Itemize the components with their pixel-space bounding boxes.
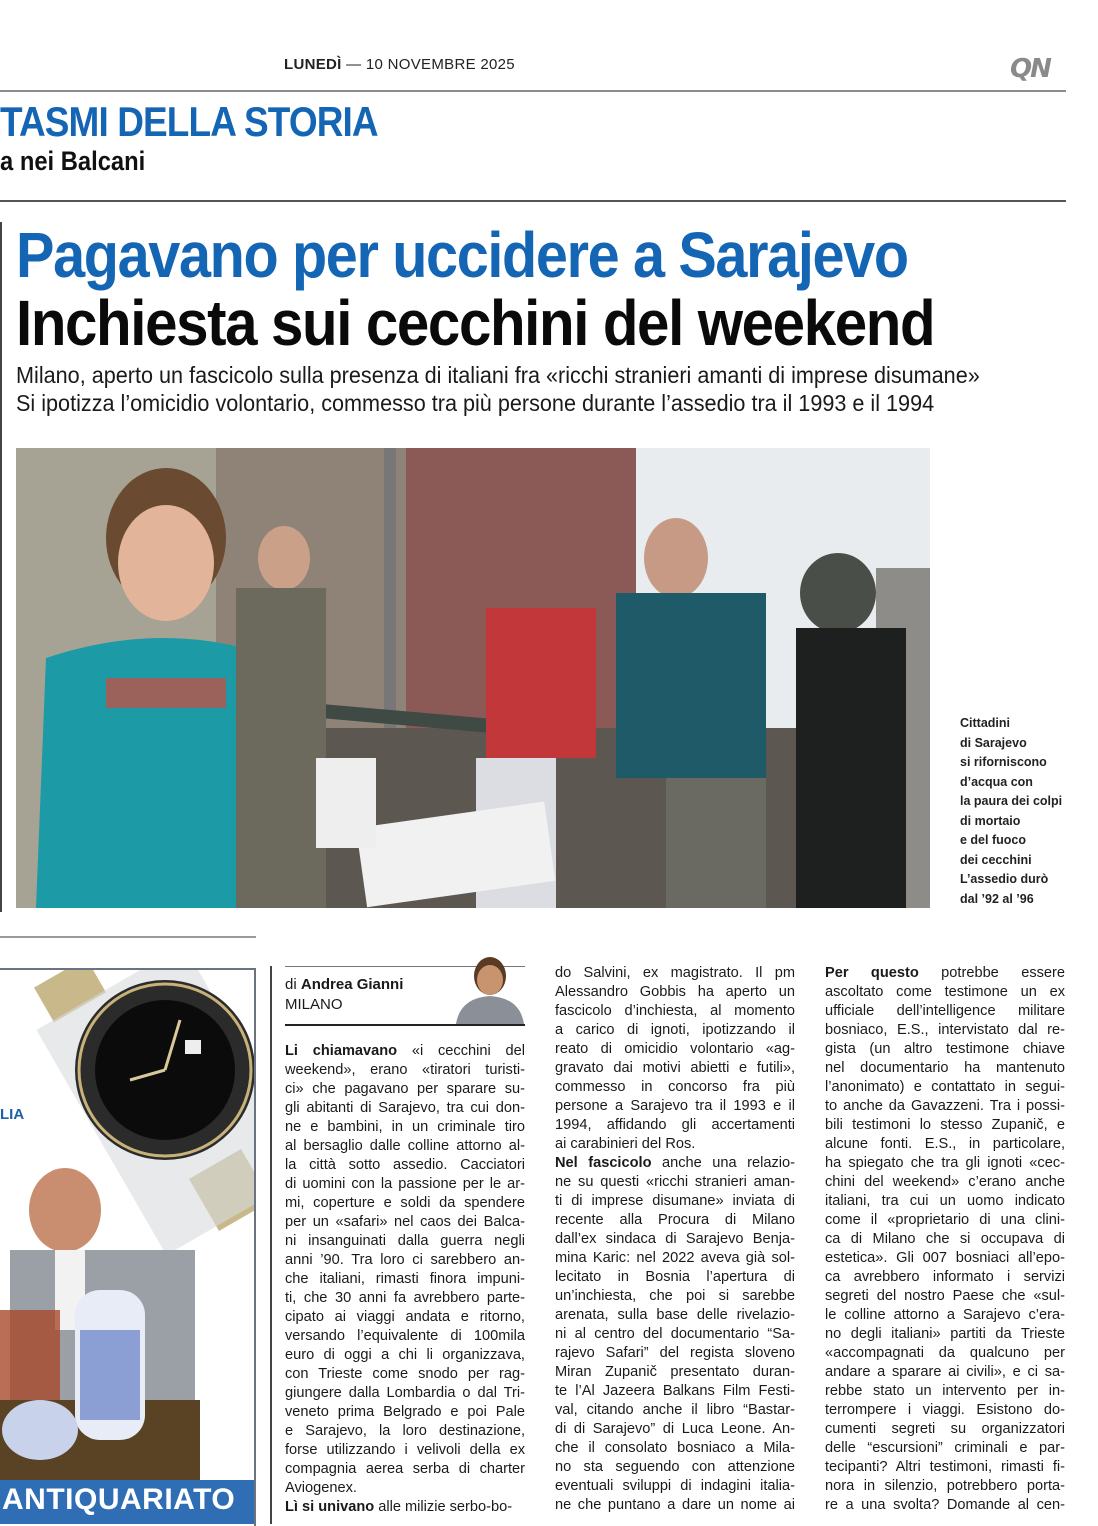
text-line: mina Karic: nel 2022 aveva già sol-	[555, 1250, 795, 1266]
text-line: tecipanti? Altri testimoni, rimasti fi-	[825, 1459, 1065, 1475]
text-line: te l’Al Jazeera Balkans Film Festi-	[555, 1383, 795, 1399]
text-line: bili testimoni lo stesso Zupanič, e	[825, 1117, 1065, 1133]
text-line: persone a Sarajevo tra il 1993 e il	[555, 1098, 795, 1114]
text-line: di di Sarajevo” di Luca Leone. An-	[555, 1421, 795, 1437]
text-line: do Salvini, ex magistrato. Il pm	[555, 965, 795, 981]
text-line: nora in silenzio, potrebbero porta-	[825, 1478, 1065, 1494]
article-photo	[16, 448, 930, 908]
text-line: a carico di ignoti, ipotizzando il	[555, 1022, 795, 1038]
advertisement[interactable]	[0, 968, 256, 1526]
article-left-border	[0, 222, 2, 912]
sarajevo-water-queue-image	[16, 448, 930, 908]
text-line: ne e bambini, in un criminale tiro	[285, 1119, 525, 1135]
text-line: compagnia aerea serba di charter	[285, 1461, 525, 1477]
text-line: rebbe stato un intervento per in-	[825, 1383, 1065, 1399]
text-line: cumenti segreti su organizzatori	[825, 1421, 1065, 1437]
text-line: Aviogenex.	[285, 1480, 357, 1496]
text-line: ne che puntano a dare un nome ai	[555, 1497, 795, 1513]
author-avatar	[452, 950, 526, 1024]
text-line: veneto prima Belgrado e poi Pale	[285, 1404, 525, 1420]
text-line: ca di Milano che si occupava di	[825, 1231, 1065, 1247]
paragraph-lead-bold: Lì si univano	[285, 1499, 375, 1515]
text-line: con Trieste come snodo per rag-	[285, 1366, 525, 1382]
author-portrait-icon	[452, 950, 526, 1024]
text-line: la città sotto assedio. Cacciatori	[285, 1157, 525, 1173]
text-line: alcune fonti. E.S., in particolare,	[825, 1136, 1065, 1152]
caption-line: L’assedio durò	[960, 872, 1049, 886]
text-line: che il consolato bosniaco a Mila-	[555, 1440, 795, 1456]
text-line: ne su questi «ricchi stranieri aman-	[555, 1174, 795, 1190]
text-line: un’inchiesta, che poi si sarebbe	[555, 1288, 795, 1304]
section-kicker-subtitle: a nei Balcani	[0, 146, 146, 176]
article-column-3	[825, 964, 1065, 1515]
text-line: gli abitanti di Sarajevo, tra cui don-	[285, 1100, 525, 1116]
text-line: terrompere i viaggi. Esistono do-	[825, 1402, 1065, 1418]
paragraph-lead-bold: Per questo	[825, 965, 919, 981]
text-line: mi, coperture e soldi da spendere	[285, 1195, 525, 1211]
qn-logo: QN	[1010, 54, 1050, 84]
text-line: 1994, affidando gli accertamenti	[555, 1117, 795, 1133]
subheadline-2: Si ipotizza l’omicidio volontario, commesso tra più persone durante l’assedio tra il 1993 e il 1994	[16, 390, 935, 416]
text-line: to anche da Gavazzeni. Tra i possi-	[825, 1098, 1065, 1114]
text-line: ci» che pagavano per sparare su-	[285, 1081, 525, 1097]
text-line: per un «safari» nel caos dei Balca-	[285, 1214, 525, 1230]
text-line: come il «proprietario di una clini-	[825, 1212, 1065, 1228]
text-line: giungere dalla Lombardia o dal Tri-	[285, 1385, 525, 1401]
text-line: di uomini con la passione per le ar-	[285, 1176, 525, 1192]
text-line: nel documentario ha mantenuto	[825, 1060, 1065, 1076]
text-line: fascicolo d’inchiesta, al momento	[555, 1003, 795, 1019]
text-line: cipato ai viaggi andata e ritorno,	[285, 1309, 525, 1325]
caption-line: d’acqua con	[960, 774, 1033, 789]
text-line: gravato dai motivi abietti e futili»,	[555, 1060, 795, 1076]
text-line: forse utilizzando i velivoli della ex	[285, 1442, 525, 1458]
text-line: gista (un altro testimone chiave	[825, 1041, 1065, 1057]
text-line: eventuali sviluppi di indagini italia-	[555, 1478, 795, 1494]
text-line: ti, che 30 anni fa avrebbero parte-	[285, 1290, 525, 1306]
byline	[285, 976, 403, 993]
text-line: arenata, sulla base delle rivelazio-	[555, 1307, 795, 1323]
ad-partial-text: LIA	[0, 1106, 25, 1123]
text-line: che italiani, rimasti finora impuni-	[285, 1271, 525, 1287]
text-line: ti di imprese disumane» inviata di	[555, 1193, 795, 1209]
caption-line: di mortaio	[960, 813, 1021, 828]
text-line: «accompagnati da qualcuno per	[825, 1345, 1065, 1361]
section-divider	[0, 200, 1066, 202]
text-line: ai carabinieri del Ros.	[555, 1136, 696, 1152]
text-line: ca avrebbero informato i servizi	[825, 1269, 1065, 1285]
article-column-2	[555, 964, 795, 1515]
text-line: versando l’equivalente di 100mila	[285, 1328, 525, 1344]
text-line: rajevo Safari” del regista sloveno	[555, 1345, 795, 1361]
text-line: dall’ex sindaca di Sarajevo Benja-	[555, 1231, 795, 1247]
text-line: val, citando anche il libro “Bastar-	[555, 1402, 795, 1418]
text-line: andare a sparare ai civili», e ci sa-	[825, 1364, 1065, 1380]
text-line: chini del weekend» c’erano anche	[825, 1174, 1065, 1190]
caption-line: dei cecchini	[960, 852, 1032, 867]
text-line: euro di oggi a chi li organizzava,	[285, 1347, 525, 1363]
text-line: potrebbe essere	[918, 965, 1065, 981]
caption-line: e del fuoco	[960, 833, 1026, 847]
text-line: recente alla Procura di Milano	[555, 1212, 795, 1228]
text-line: segreti del nostro Paese che «sul-	[825, 1288, 1065, 1304]
text-line: commesso in concorso fra più	[555, 1079, 795, 1095]
byline-rule-bottom	[285, 1024, 525, 1026]
text-line: reato di omicidio volontario «ag-	[555, 1041, 795, 1057]
author-name: Andrea Gianni	[300, 976, 404, 993]
text-line: no degli italiani» partiti da Trieste	[825, 1326, 1065, 1342]
text-line: alle milizie serbo-bo-	[374, 1499, 513, 1515]
caption-line: Cittadini	[960, 716, 1010, 730]
text-line: «i cecchini del	[397, 1043, 525, 1059]
text-line: al bersaglio dalle colline attorno al-	[285, 1138, 525, 1154]
ad-divider	[0, 936, 256, 938]
caption-line: si riforniscono	[960, 755, 1047, 769]
column-divider	[270, 966, 272, 1524]
text-line: delle “escursioni” criminali e par-	[825, 1440, 1065, 1456]
photo-caption	[960, 714, 1090, 909]
text-line: anche una relazio-	[651, 1155, 795, 1171]
caption-line: di Sarajevo	[960, 735, 1027, 750]
lead-in-bold: Li chiamavano	[285, 1043, 398, 1059]
text-line: ha spiegato che tra gli ignoti «cec-	[825, 1155, 1065, 1171]
text-line: re a una svolta? Domande al cen-	[825, 1497, 1065, 1513]
caption-line: dal ’92 al ’96	[960, 891, 1034, 906]
subheadline-1: Milano, aperto un fascicolo sulla presenza di italiani fra «ricchi stranieri amanti di imprese disumane»	[16, 362, 980, 388]
dateline-city: MILANO	[285, 996, 343, 1013]
byline-prefix: di	[285, 976, 297, 993]
caption-line: la paura dei colpi	[960, 794, 1063, 808]
page-date	[284, 56, 515, 73]
section-kicker: TASMI DELLA STORIA	[0, 98, 378, 145]
text-line: le colline attorno a Sarajevo c’era-	[825, 1307, 1065, 1323]
header-divider	[0, 90, 1066, 92]
text-line: ascoltato come testimone un ex	[825, 984, 1065, 1000]
text-line: bosniaco, E.S., intervistato dal re-	[825, 1022, 1065, 1038]
text-line: ni al centro del documentario “Sa-	[555, 1326, 795, 1342]
text-line: Miran Zupanič presentato duran-	[555, 1364, 795, 1380]
ad-banner[interactable]: ANTIQUARIATO	[0, 1480, 254, 1524]
text-line: estetica». Gli 007 bosniaci all’epo-	[825, 1250, 1065, 1266]
text-line: ufficiale dell’intelligence militare	[825, 1003, 1065, 1019]
date-separator: —	[346, 56, 362, 73]
weekday: LUNEDÌ	[284, 56, 342, 73]
text-line: Alessandro Gobbis ha aperto un	[555, 984, 795, 1000]
date-text: 10 NOVEMBRE 2025	[365, 56, 515, 73]
text-line: lecitato in Bosnia l’apertura di	[555, 1269, 795, 1285]
text-line: italiani, tra cui un uomo indicato	[825, 1193, 1065, 1209]
text-line: l’anonimato) e contattato in segui-	[825, 1079, 1065, 1095]
ad-image	[0, 970, 254, 1526]
text-line: weekend», erano «tiratori turisti-	[285, 1062, 525, 1078]
headline-primary: Pagavano per uccidere a Sarajevo	[16, 219, 908, 291]
text-line: anni ’90. Tra loro ci sarebbero an-	[285, 1252, 525, 1268]
text-line: e Sarajevo, la loro destinazione,	[285, 1423, 525, 1439]
text-line: no sta seguendo con attenzione	[555, 1459, 795, 1475]
text-line: ni insanguinati dalla guerra negli	[285, 1233, 525, 1249]
article-column-1	[285, 1042, 525, 1517]
headline-secondary: Inchiesta sui cecchini del weekend	[16, 287, 935, 359]
paragraph-lead-bold: Nel fascicolo	[555, 1155, 652, 1171]
